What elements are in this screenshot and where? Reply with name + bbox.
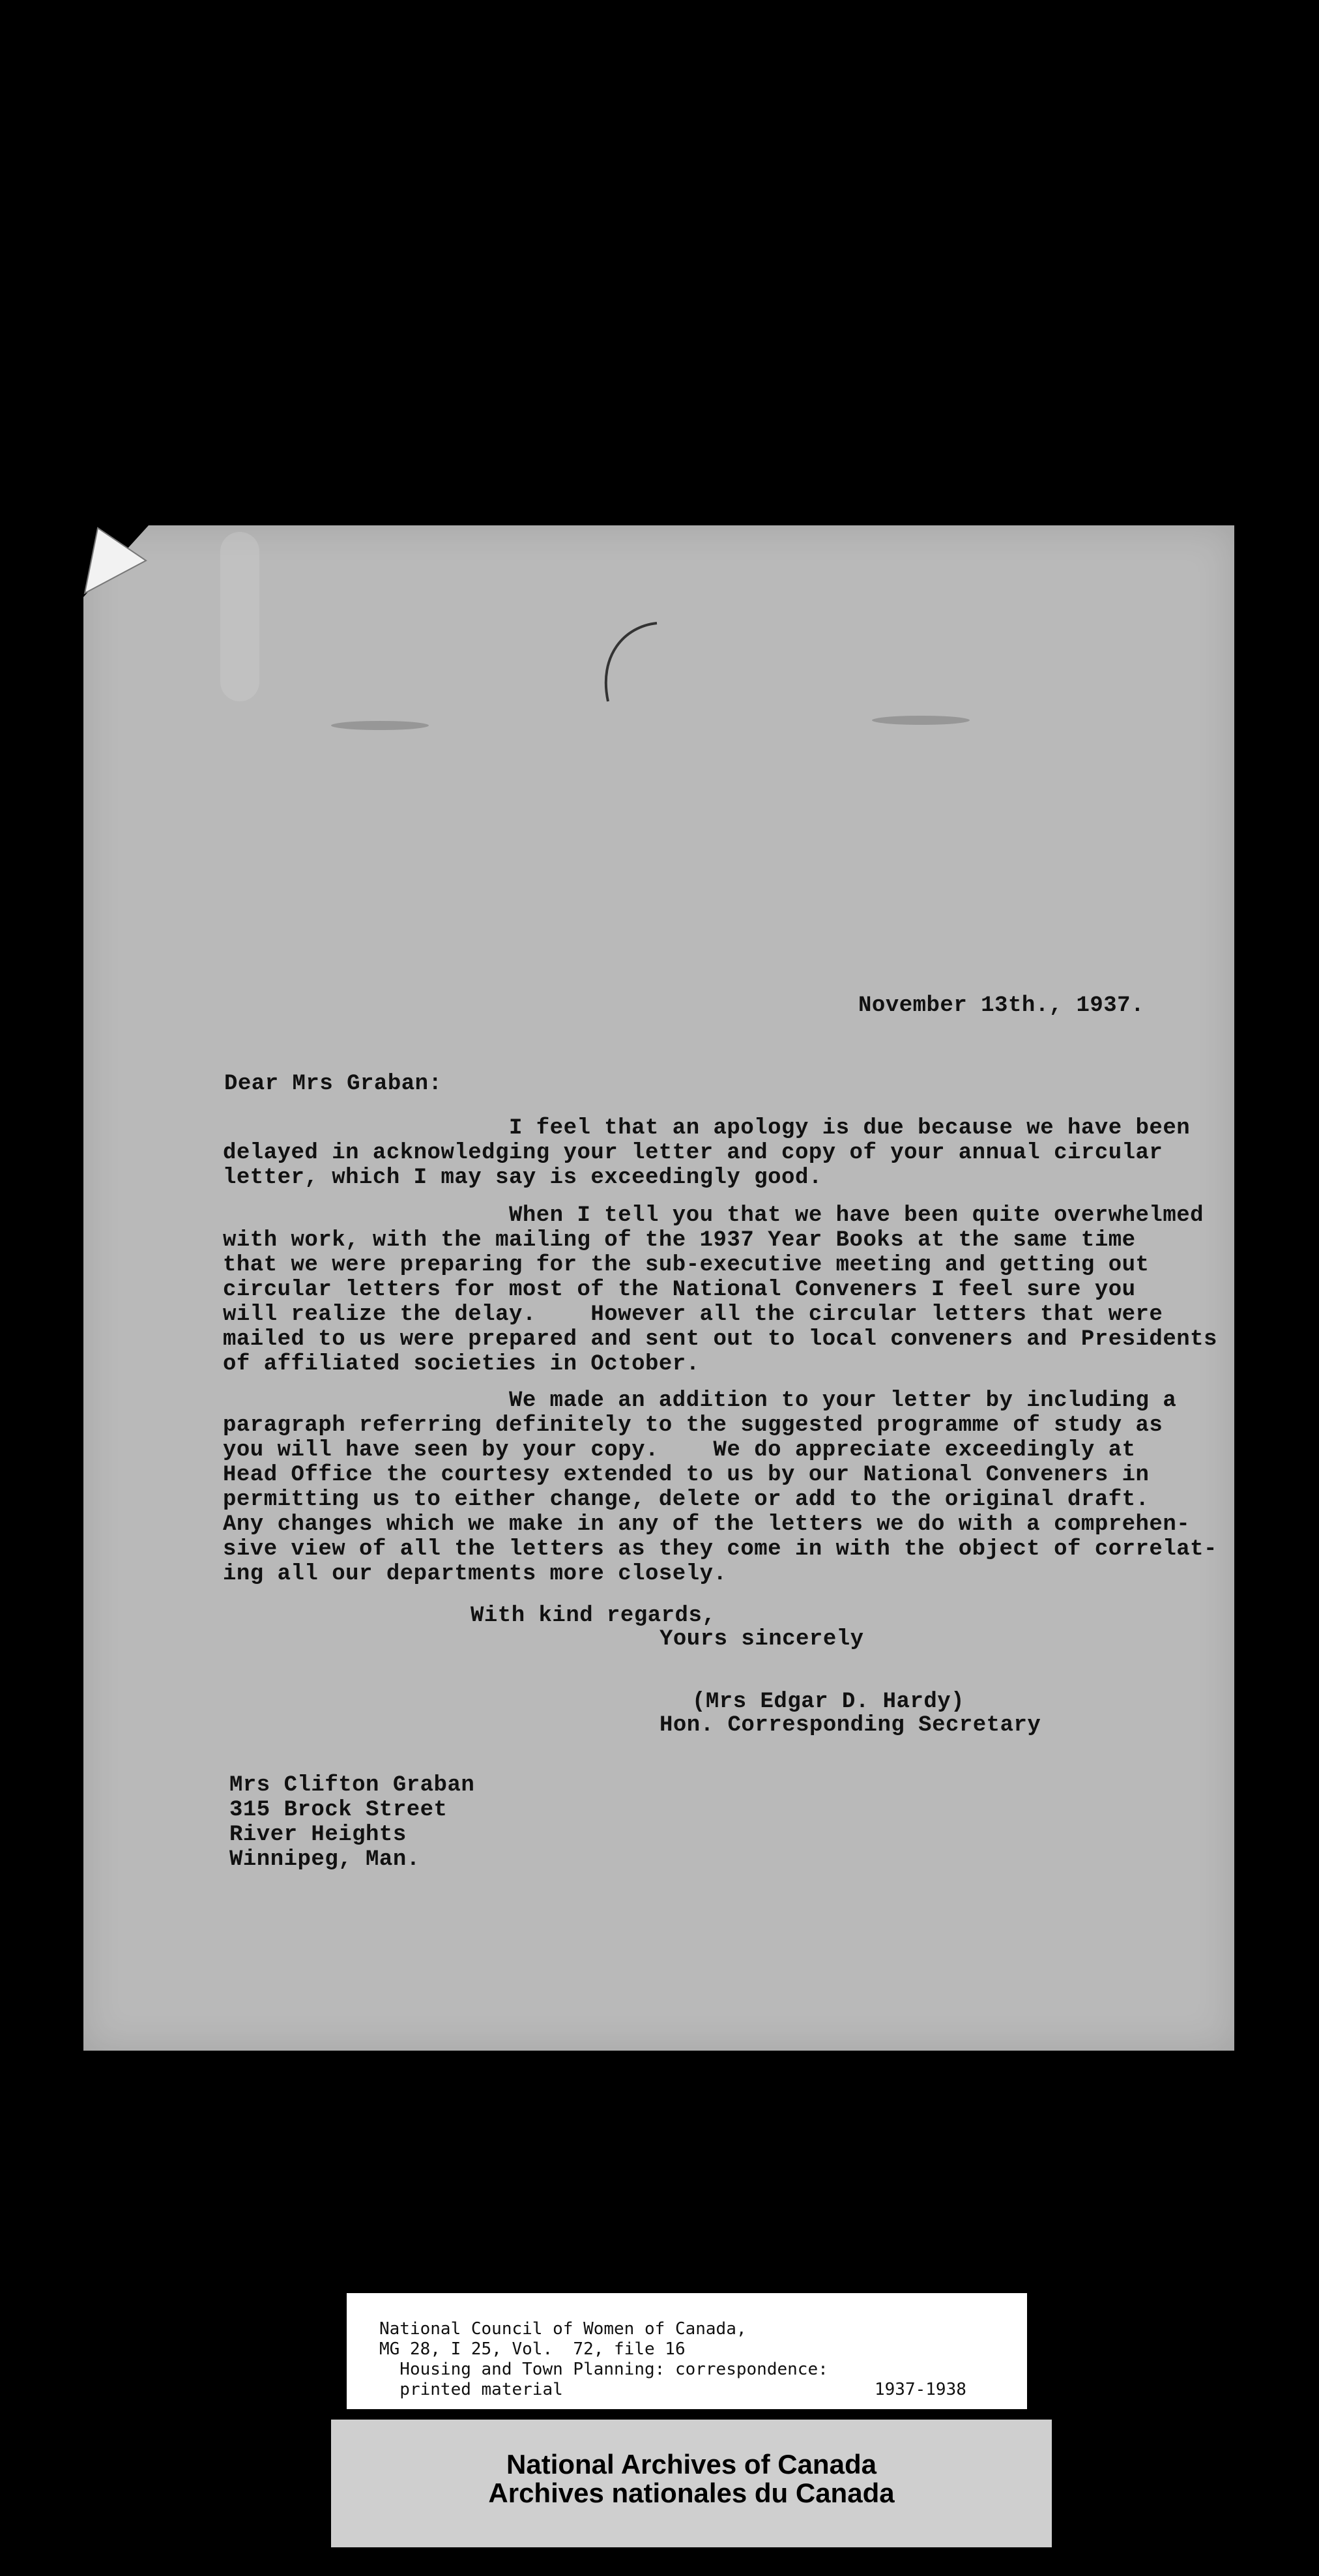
catalog-label (347, 2293, 1027, 2409)
catalog-line-2: MG 28, I 25, Vol. 72, file 16 (379, 2339, 686, 2359)
salutation: Dear Mrs Graban: (224, 1072, 442, 1096)
archive-stamp (331, 2420, 1052, 2547)
catalog-line-3: Housing and Town Planning: correspondence: (379, 2360, 828, 2379)
catalog-line-4: printed material (379, 2380, 563, 2399)
closing-sincerely: Yours sincerely (660, 1627, 864, 1652)
signature-name: (Mrs Edgar D. Hardy) (692, 1690, 965, 1714)
catalog-years: 1937-1938 (875, 2380, 966, 2399)
letter-body (83, 525, 1234, 2051)
paragraph-2: When I tell you that we have been quite overwhelmed with work, with the mailing of the 1937 Year Books at the same time that we were preparing for the sub-executive meeting and getting out circular letters for most of the National Conveners I feel sure you will realize the delay. However all the circular letters that were mailed to us were prepared and sent out to local conveners and Presidents of affiliated societies in October. (223, 1203, 1217, 1377)
catalog-line-1: National Council of Women of Canada, (379, 2319, 747, 2339)
archive-name-english: National Archives of Canada (506, 2449, 877, 2480)
letter-sheet (83, 525, 1234, 2051)
paragraph-3: We made an addition to your letter by including a paragraph referring definitely to the suggested programme of study as you will have seen by your copy. We do appreciate exceedingly at Head Office the courtesy extended to us by our National Conveners in permitting us to either change, delete or add to the original draft. Any changes which we make in any of the letters we do with a comprehen- sive view of all the letters as they come in with the object of correlat- ing all our departments more closely. (223, 1388, 1217, 1587)
paragraph-1: I feel that an apology is due because we have been delayed in acknowledging your letter and copy of your annual circular letter, which I may say is exceedingly good. (223, 1116, 1191, 1190)
closing-regards: With kind regards, (471, 1603, 716, 1628)
signature-title: Hon. Corresponding Secretary (660, 1713, 1041, 1738)
letter-date: November 13th., 1937. (858, 993, 1144, 1018)
archive-name-french: Archives nationales du Canada (488, 2478, 895, 2508)
recipient-address: Mrs Clifton Graban 315 Brock Street River Heights Winnipeg, Man. (229, 1773, 475, 1872)
